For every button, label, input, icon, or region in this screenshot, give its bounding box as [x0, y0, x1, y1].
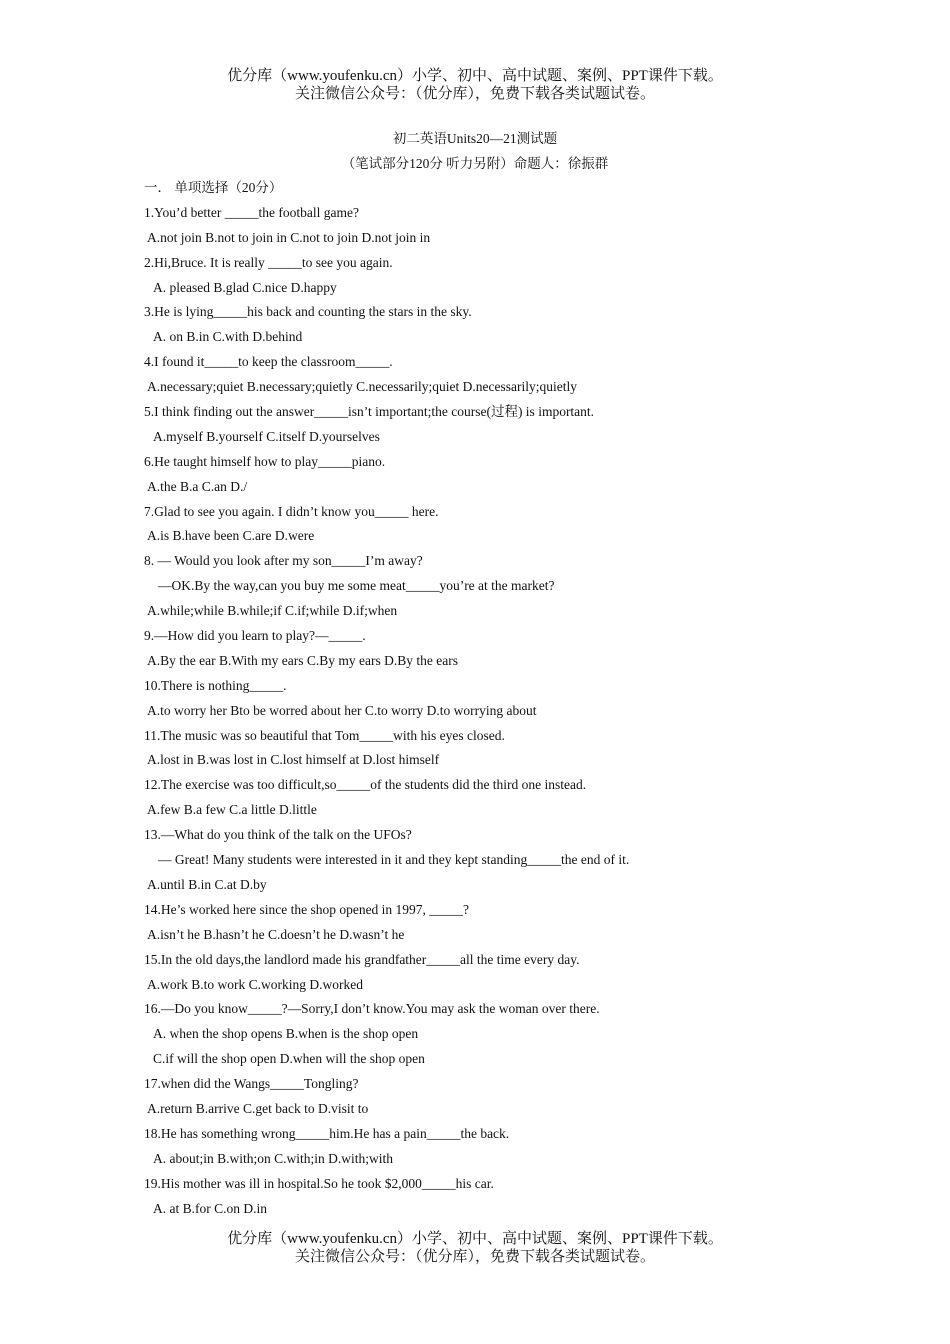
answer-options: A.to worry her Bto be worred about her C.to worry D.to worrying about — [147, 702, 537, 718]
answer-options: A. about;in B.with;on C.with;in D.with;with — [153, 1150, 394, 1166]
header-banner — [0, 67, 950, 103]
question-list — [144, 201, 904, 1222]
answer-options: A.few B.a few C.a little D.little — [147, 802, 317, 818]
question-stem: 17.when did the Wangs_____Tongling? — [144, 1076, 359, 1092]
question-stem: 5.I think finding out the answer_____isn’t important;the course(过程) is important. — [144, 404, 595, 420]
answer-options: A.isn’t he B.hasn’t he C.doesn’t he D.wasn’t he — [147, 926, 405, 942]
question-stem: 14.He’s worked here since the shop opened in 1997, _____? — [144, 901, 470, 917]
answer-options: A.By the ear B.With my ears C.By my ears D.By the ears — [147, 652, 459, 668]
question-continuation: — Great! Many students were interested in it and they kept standing_____the end of it. — [158, 852, 630, 868]
question-stem: 12.The exercise was too difficult,so_____of the students did the third one instead. — [144, 777, 587, 793]
question-continuation: —OK.By the way,can you buy me some meat_____you’re at the market? — [158, 578, 555, 594]
question-stem: 16.—Do you know_____?—Sorry,I don’t know.You may ask the woman over there. — [144, 1001, 600, 1017]
question-stem: 18.He has something wrong_____him.He has a pain_____the back. — [144, 1125, 510, 1141]
answer-options: A. pleased B.glad C.nice D.happy — [153, 279, 337, 295]
footer-banner — [0, 1230, 950, 1266]
question-stem: 3.He is lying_____his back and counting the stars in the sky. — [144, 304, 472, 320]
answer-options: C.if will the shop open D.when will the shop open — [153, 1051, 425, 1067]
answer-options: A.lost in B.was lost in C.lost himself at D.lost himself — [147, 752, 440, 768]
question-stem: 6.He taught himself how to play_____piano. — [144, 453, 386, 469]
banner-line-1: 优分库（www.youfenku.cn）小学、初中、高中试题、案例、PPT课件下载。 — [227, 1231, 723, 1247]
page-subtitle: （笔试部分120分 听力另附）命题人：徐振群 — [341, 156, 609, 171]
answer-options: A.myself B.yourself C.itself D.yourselves — [153, 428, 380, 444]
answer-options: A.not join B.not to join in C.not to join D.not join in — [147, 229, 431, 245]
answer-options: A. on B.in C.with D.behind — [153, 329, 303, 345]
answer-options: A.work B.to work C.working D.worked — [147, 976, 363, 992]
answer-options: A.is B.have been C.are D.were — [147, 528, 315, 544]
answer-options: A.return B.arrive C.get back to D.visit to — [147, 1100, 369, 1116]
question-stem: 9.—How did you learn to play?—_____. — [144, 628, 366, 644]
answer-options: A. when the shop opens B.when is the shop open — [153, 1026, 419, 1042]
question-stem: 19.His mother was ill in hospital.So he took $2,000_____his car. — [144, 1175, 494, 1191]
banner-line-1: 优分库（www.youfenku.cn）小学、初中、高中试题、案例、PPT课件下载。 — [227, 68, 723, 84]
banner-line-2: 关注微信公众号：（优分库），免费下载各类试题试卷。 — [294, 1249, 655, 1265]
question-stem: 15.In the old days,the landlord made his grandfather_____all the time every day. — [144, 951, 580, 967]
section-heading: 一． 单项选择（20分） — [144, 180, 283, 195]
question-stem: 4.I found it_____to keep the classroom_____. — [144, 354, 393, 370]
answer-options: A.the B.a C.an D./ — [147, 478, 248, 494]
answer-options: A.until B.in C.at D.by — [147, 876, 267, 892]
question-stem: 7.Glad to see you again. I didn’t know you_____ here. — [144, 503, 439, 519]
question-stem: 2.Hi,Bruce. It is really _____to see you again. — [144, 254, 393, 270]
question-stem: 11.The music was so beautiful that Tom_____with his eyes closed. — [144, 727, 505, 743]
question-stem: 13.—What do you think of the talk on the UFOs? — [144, 827, 412, 843]
answer-options: A. at B.for C.on D.in — [153, 1200, 267, 1216]
answer-options: A.necessary;quiet B.necessary;quietly C.necessarily;quiet D.necessarily;quietly — [147, 379, 577, 395]
answer-options: A.while;while B.while;if C.if;while D.if;when — [147, 603, 398, 619]
page-title: 初二英语Units20—21测试题 — [392, 131, 558, 146]
question-stem: 10.There is nothing_____. — [144, 677, 287, 693]
question-stem: 8. — Would you look after my son_____I’m away? — [144, 553, 423, 569]
banner-line-2: 关注微信公众号：（优分库），免费下载各类试题试卷。 — [294, 86, 655, 102]
exam-content — [144, 176, 904, 1221]
question-stem: 1.You’d better _____the football game? — [144, 204, 359, 220]
